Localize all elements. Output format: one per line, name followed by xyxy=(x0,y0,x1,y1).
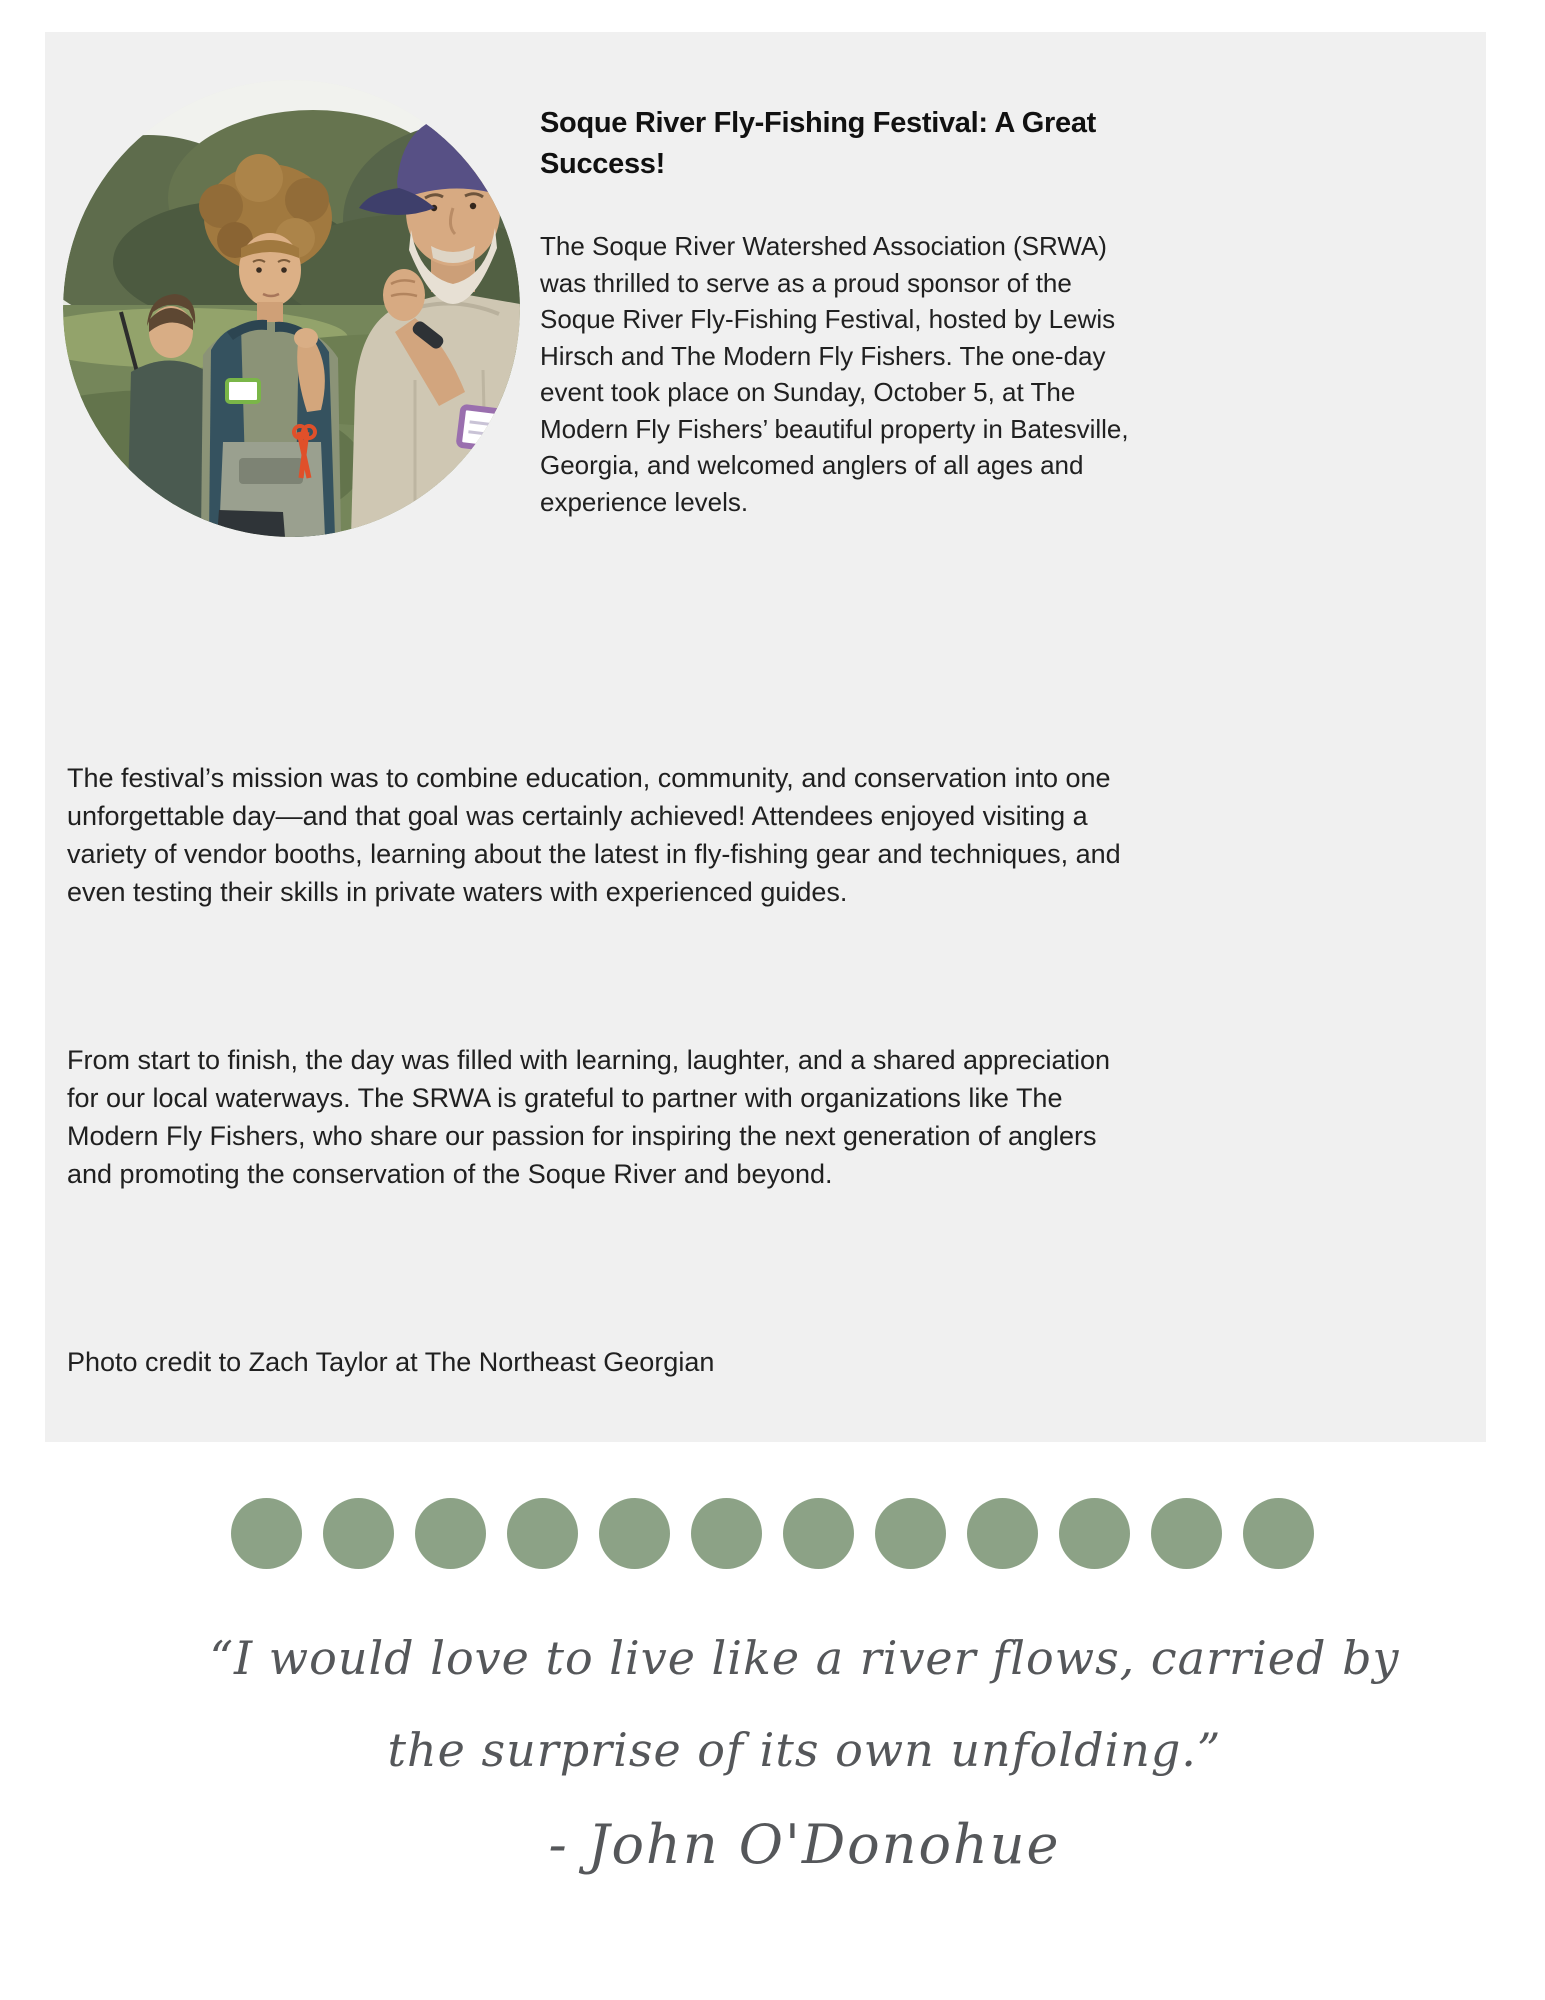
divider-dot xyxy=(1151,1498,1222,1569)
dot-divider xyxy=(0,1498,1545,1569)
divider-dot xyxy=(1059,1498,1130,1569)
divider-dot xyxy=(323,1498,394,1569)
quote-attribution: - John O'Donohue xyxy=(548,1813,1061,1876)
divider-dot xyxy=(507,1498,578,1569)
festival-photo xyxy=(63,80,520,537)
festival-photo-illustration xyxy=(63,80,520,537)
divider-dot xyxy=(231,1498,302,1569)
divider-dot xyxy=(1243,1498,1314,1569)
divider-dot xyxy=(967,1498,1038,1569)
divider-dot xyxy=(691,1498,762,1569)
divider-dot xyxy=(415,1498,486,1569)
photo-credit: Photo credit to Zach Taylor at The Northeast Georgian xyxy=(67,1347,715,1377)
article-paragraph: The festival’s mission was to combine education, community, and conservation into one unforgettable day—and that goal was certainly achieved! Attendees enjoyed visiting a variety of vendor booths, learning about the latest in fly-fishing gear and techniques, and even testing their skills in private waters with experienced guides. xyxy=(67,763,1121,907)
article-paragraph: From start to finish, the day was filled with learning, laughter, and a shared appreciation for our local waterways. The SRWA is grateful to partner with organizations like The Modern Fly Fishers, who share our passion for inspiring the next generation of anglers and promoting the conservation of the Soque River and beyond. xyxy=(67,1045,1111,1189)
divider-dot xyxy=(783,1498,854,1569)
quote-line-1: “I would love to live like a river flows, carried by xyxy=(209,1631,1400,1685)
quote-line-2: the surprise of its own unfolding.” xyxy=(387,1723,1222,1777)
divider-dot xyxy=(599,1498,670,1569)
article-card xyxy=(45,32,1486,1442)
article-intro-paragraph: The Soque River Watershed Association (SRWA) was thrilled to serve as a proud sponsor of the Soque River Fly-Fishing Festival, hosted by Lewis Hirsch and The Modern Fly Fishers. The one-day event took place on Sunday, October 5, at The Modern Fly Fishers’ beautiful property in Batesville, Georgia, and welcomed anglers of all ages and experience levels. xyxy=(540,231,1129,517)
divider-dot xyxy=(875,1498,946,1569)
quote-block xyxy=(0,1612,1545,1894)
article-title: Soque River Fly-Fishing Festival: A Great Success! xyxy=(540,107,1097,181)
